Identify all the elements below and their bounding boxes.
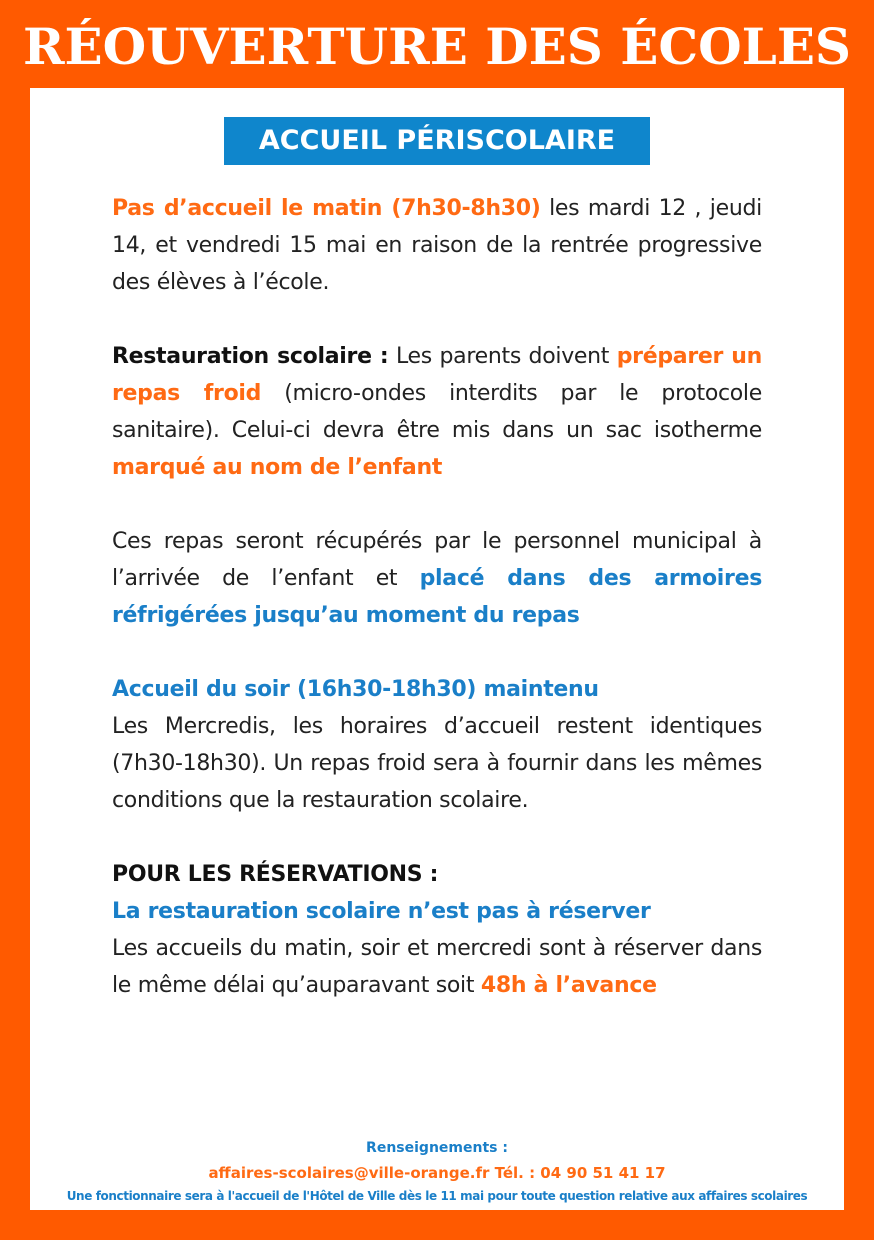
- section-title: ACCUEIL PÉRISCOLAIRE: [224, 117, 650, 165]
- catering-label: Restauration scolaire :: [112, 344, 389, 369]
- reservation-paragraph: [112, 930, 762, 1004]
- reservation-text: Les accueils du matin, soir et mercredi sont à réserver dans le même délai qu’auparavant soit: [112, 936, 762, 998]
- phone-number: Tél. : 04 90 51 41 17: [489, 1164, 666, 1182]
- footer: [30, 1136, 844, 1206]
- advance-highlight: 48h à l’avance: [480, 973, 657, 998]
- notice-body: [112, 190, 762, 1004]
- catering-paragraph: [112, 338, 762, 486]
- morning-paragraph: [112, 190, 762, 301]
- morning-highlight: Pas d’accueil le matin (7h30-8h30): [112, 196, 541, 221]
- cold-meal-highlight: préparer un repas froid: [112, 344, 762, 406]
- reservation-title: POUR LES RÉSERVATIONS :: [112, 862, 439, 887]
- footer-note: Une fonctionnaire sera à l'accueil de l'Hôtel de Ville dès le 11 mai pour toute question relative aux affaires scolaires: [66, 1189, 808, 1203]
- content-card: [30, 88, 844, 1210]
- page-title: RÉOUVERTURE DES ÉCOLES: [22, 17, 852, 76]
- email-link[interactable]: affaires-scolaires@ville-orange.fr: [208, 1164, 490, 1182]
- header-banner: [0, 0, 874, 88]
- morning-text: les mardi 12 , jeudi 14, et vendredi 15 mai en raison de la rentrée progressive des élèves à l’école.: [112, 196, 762, 295]
- wednesday-text: Les Mercredis, les horaires d’accueil restent identiques (7h30-18h30). Un repas froid sera à fournir dans les mêmes conditions que la restauration scolaire.: [112, 714, 762, 813]
- contact-line: [30, 1160, 844, 1186]
- catering-text-2: (micro-ondes interdits par le protocole sanitaire). Celui-ci devra être mis dans un sac isotherme: [112, 381, 762, 443]
- collection-text: Ces repas seront récupérés par le personnel municipal à l’arrivée de l’enfant et: [112, 529, 762, 591]
- info-label: Renseignements :: [366, 1140, 508, 1156]
- collection-paragraph: [112, 523, 762, 634]
- catering-text-1: Les parents doivent: [388, 344, 617, 369]
- evening-title: Accueil du soir (16h30-18h30) maintenu: [112, 677, 599, 702]
- name-label-highlight: marqué au nom de l’enfant: [112, 455, 443, 480]
- fridge-highlight: placé dans des armoires réfrigérées jusqu’au moment du repas: [112, 566, 762, 628]
- reservation-subtitle: La restauration scolaire n’est pas à réserver: [112, 899, 651, 924]
